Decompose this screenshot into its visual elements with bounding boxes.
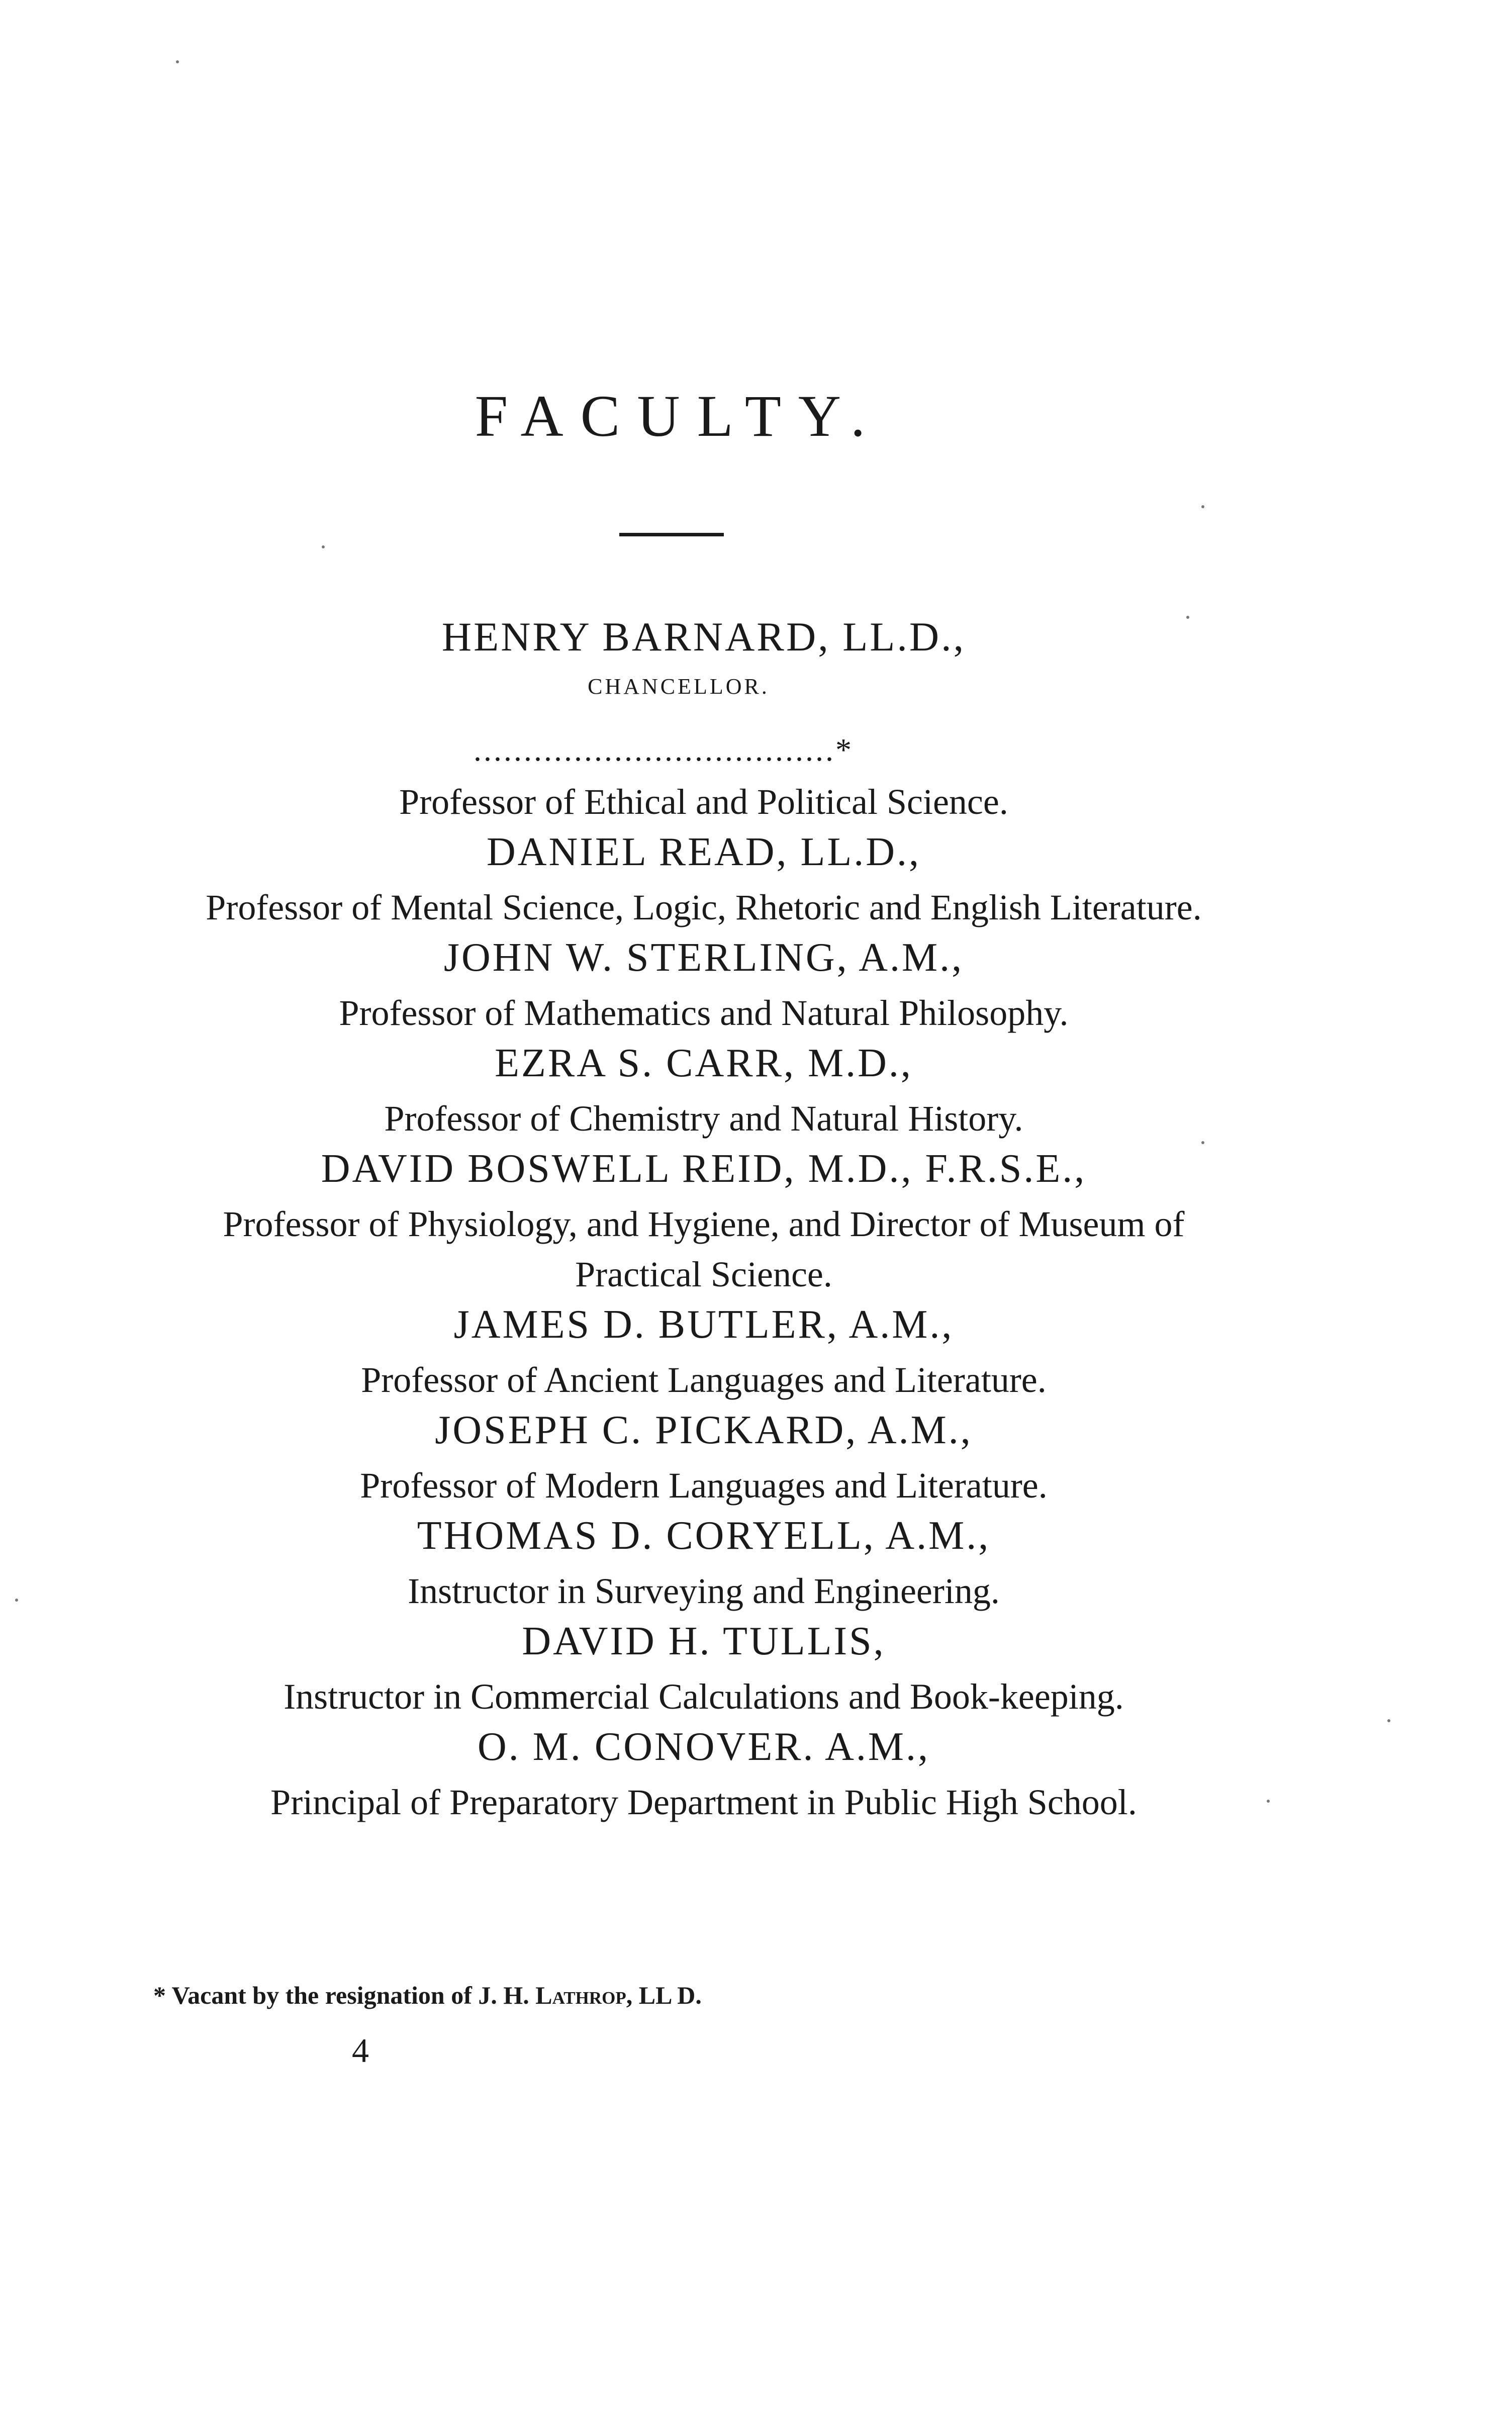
faculty-member [101, 1299, 1307, 1405]
vacant-position-dots: ....................................* [474, 732, 854, 768]
paper-speck [1201, 1141, 1204, 1144]
faculty-list [101, 777, 1307, 1827]
member-name: JOSEPH C. PICKARD, A.M., [435, 1408, 973, 1452]
faculty-member [101, 1405, 1307, 1511]
footnote-suffix: LL D. [638, 1981, 702, 2009]
footnote-surname: Lathrop, [535, 1981, 633, 2009]
member-position: Professor of Ancient Languages and Literature. [361, 1360, 1047, 1400]
faculty-member [101, 1144, 1307, 1299]
member-name: EZRA S. CARR, M.D., [495, 1041, 913, 1085]
member-position: Principal of Preparatory Department in Public High School. [270, 1782, 1137, 1822]
footnote-text: Vacant by the resignation of J. H. [171, 1981, 529, 2009]
member-name: THOMAS D. CORYELL, A.M., [417, 1514, 991, 1558]
member-position: Professor of Chemistry and Natural History. [384, 1098, 1023, 1139]
member-name: JOHN W. STERLING, A.M., [443, 936, 964, 980]
faculty-member [101, 932, 1307, 1038]
paper-speck [15, 1599, 18, 1602]
faculty-member [101, 1038, 1307, 1144]
member-position-continued: Practical Science. [575, 1254, 832, 1294]
footnote-marker: * [153, 1981, 166, 2009]
member-name: DAVID BOSWELL REID, M.D., F.R.S.E., [321, 1147, 1087, 1191]
paper-speck [1267, 1800, 1270, 1803]
member-position: Professor of Modern Languages and Literature. [360, 1465, 1048, 1506]
member-position: Instructor in Commercial Calculations and Book-keeping. [284, 1676, 1124, 1717]
title-divider [619, 533, 724, 536]
member-position: Professor of Ethical and Political Science. [399, 782, 1008, 822]
faculty-member [101, 1616, 1307, 1722]
member-name: DAVID H. TULLIS, [522, 1619, 886, 1663]
member-name: O. M. CONOVER. A.M., [477, 1725, 930, 1769]
member-name: DANIEL READ, LL.D., [486, 830, 921, 874]
member-position: Professor of Physiology, and Hygiene, and Director of Museum of [223, 1204, 1185, 1244]
paper-speck [1387, 1719, 1390, 1722]
page-number: 4 [352, 2031, 369, 2070]
page-title: FACULTY. [475, 383, 883, 449]
member-position: Instructor in Surveying and Engineering. [408, 1571, 1000, 1611]
paper-speck [1186, 616, 1189, 619]
faculty-member [101, 777, 1307, 827]
chancellor-name: HENRY BARNARD, LL.D., [441, 614, 966, 660]
member-name: JAMES D. BUTLER, A.M., [453, 1302, 954, 1347]
chancellor-title: CHANCELLOR. [588, 674, 770, 699]
member-position: Professor of Mathematics and Natural Philosophy. [339, 993, 1069, 1033]
footnote [153, 1981, 702, 2010]
faculty-member [101, 1511, 1307, 1616]
member-position: Professor of Mental Science, Logic, Rhetoric and English Literature. [206, 887, 1202, 927]
faculty-member [101, 827, 1307, 932]
paper-speck [322, 545, 325, 548]
faculty-member [101, 1722, 1307, 1827]
paper-speck [176, 60, 179, 63]
paper-speck [1201, 505, 1204, 508]
